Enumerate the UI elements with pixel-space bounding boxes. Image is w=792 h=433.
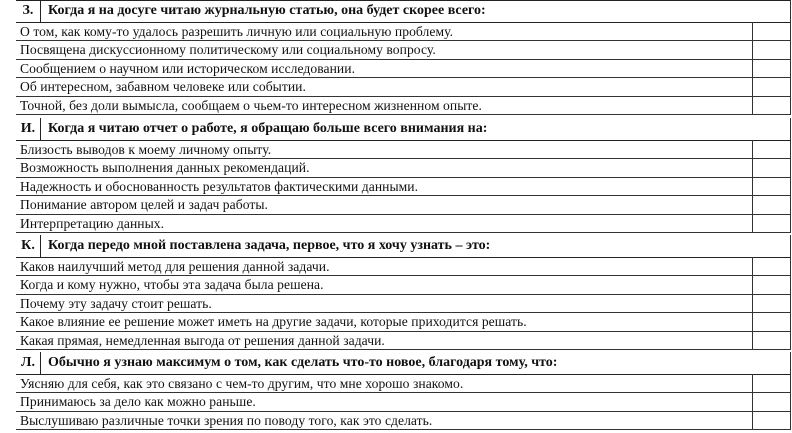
answer-row[interactable] [16,375,791,393]
section-letter: К. [16,235,41,257]
section-header [16,235,791,258]
table-right-border [790,0,791,115]
section-header [16,352,791,375]
answer-text: Интерпретацию данных. [20,215,165,231]
table-right-border [790,352,791,430]
answer-text: Когда и кому нужно, чтобы эта задача была решена. [20,277,324,293]
answer-row[interactable] [16,60,791,78]
answer-row[interactable] [16,178,791,196]
section-letter: З. [16,0,41,22]
section-i [16,118,791,233]
answer-row[interactable] [16,332,791,350]
section-question: Когда я читаю отчет о работе, я обращаю больше всего внимания на: [48,121,488,136]
answer-text: Сообщением о научном или историческом исследовании. [20,60,356,76]
answer-text: Уясняю для себя, как это связано с чем-то другим, что мне хорошо знакомо. [20,376,464,391]
answer-row[interactable] [16,215,791,233]
answer-text: Выслушиваю различные точки зрения по поводу того, как это сделать. [20,412,433,428]
answer-row[interactable] [16,295,791,313]
answer-text: Точной, без доли вымысла, сообщаем о чьем-то интересном жизненном опыте. [20,97,482,113]
score-column-divider [752,22,753,115]
section-question: Когда передо мной поставлена задача, первое, что я хочу узнать – это: [48,238,491,253]
table-right-border [790,235,791,350]
answer-row[interactable] [16,41,791,59]
score-column-divider [752,257,753,350]
answer-row[interactable] [16,23,791,41]
answer-text: Об интересном, забавном человеке или событии. [20,79,306,95]
answer-row[interactable] [16,78,791,96]
answer-row[interactable] [16,196,791,214]
answer-text: Какая прямая, немедленная выгода от решения данной задачи. [20,332,385,348]
answer-row[interactable] [16,412,791,430]
questionnaire-table [16,0,791,431]
answer-row[interactable] [16,393,791,411]
section-letter: Л. [16,352,41,374]
answer-text: Принимаюсь за дело как можно раньше. [20,394,256,410]
section-z [16,0,791,115]
answer-text: Надежность и обоснованность результатов фактическими данными. [20,178,419,194]
section-l [16,352,791,430]
section-header [16,0,791,23]
score-column-divider [752,374,753,430]
section-question: Когда я на досуге читаю журнальную статью, она будет скорее всего: [48,3,486,18]
answer-text: Понимание автором целей и задач работы. [20,197,268,213]
answer-text: Близость выводов к моему личному опыту. [20,142,272,157]
answer-text: Каков наилучший метод для решения данной задачи. [20,259,330,274]
answer-row[interactable] [16,276,791,294]
answer-text: О том, как кому-то удалось разрешить личную или социальную проблему. [20,24,454,39]
answer-text: Посвящена дискуссионному политическому или социальному вопросу. [20,42,436,58]
answer-row[interactable] [16,97,791,115]
answer-text: Почему эту задачу стоит решать. [20,295,212,311]
answer-row[interactable] [16,313,791,331]
answer-row[interactable] [16,159,791,177]
table-right-border [790,118,791,233]
answer-row[interactable] [16,258,791,276]
answer-row[interactable] [16,141,791,159]
section-question: Обычно я узнаю максимум о том, как сделать что-то новое, благодаря тому, что: [48,355,558,370]
score-column-divider [752,140,753,233]
section-letter: И. [16,118,41,140]
section-k [16,235,791,350]
answer-text: Возможность выполнения данных рекомендаций. [20,160,310,176]
section-header [16,118,791,141]
answer-text: Какое влияние ее решение может иметь на другие задачи, которые приходится решать. [20,314,527,330]
